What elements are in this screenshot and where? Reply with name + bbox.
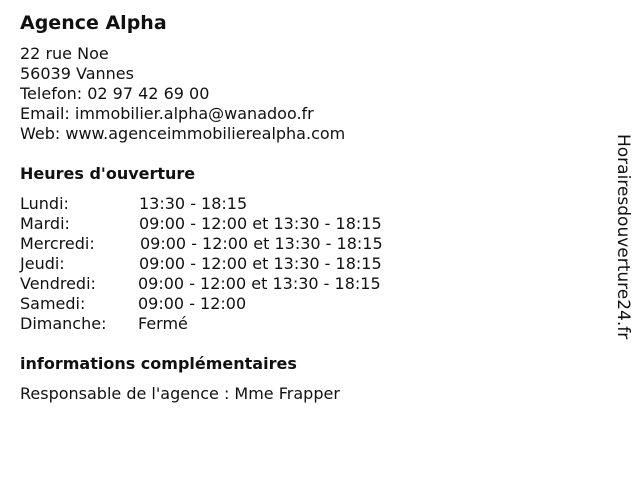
day-label: Mardi: [20,214,70,233]
time-value: 09:00 - 12:00 et 13:30 - 18:15 [138,274,381,293]
day-label: Dimanche: [20,314,107,333]
time-value: 09:00 - 12:00 et 13:30 - 18:15 [140,234,383,253]
day-label: Vendredi: [20,274,96,293]
address-city: 56039 Vannes [20,64,134,83]
info-heading: informations complémentaires [20,354,297,373]
agency-manager: Responsable de l'agence : Mme Frapper [20,384,340,403]
hours-heading: Heures d'ouverture [20,164,196,183]
day-label: Mercredi: [20,234,95,253]
time-value: 09:00 - 12:00 [138,294,247,313]
day-label: Jeudi: [20,254,65,273]
time-value: Fermé [138,314,188,333]
agency-contact [20,44,345,144]
website: Web: www.agenceimmobilierealpha.com [20,124,346,143]
site-watermark-text: Horairesdouverture24.fr [613,134,633,340]
site-watermark [612,134,634,370]
day-label: Lundi: [20,194,69,213]
email-address: Email: immobilier.alpha@wanadoo.fr [20,104,314,123]
time-value: 09:00 - 12:00 et 13:30 - 18:15 [139,214,382,233]
day-label: Samedi: [20,294,86,313]
time-value: 09:00 - 12:00 et 13:30 - 18:15 [139,254,382,273]
address-street: 22 rue Noe [20,44,109,63]
phone-number: Telefon: 02 97 42 69 00 [20,84,210,103]
agency-name: Agence Alpha [20,12,167,34]
time-value: 13:30 - 18:15 [139,194,248,213]
